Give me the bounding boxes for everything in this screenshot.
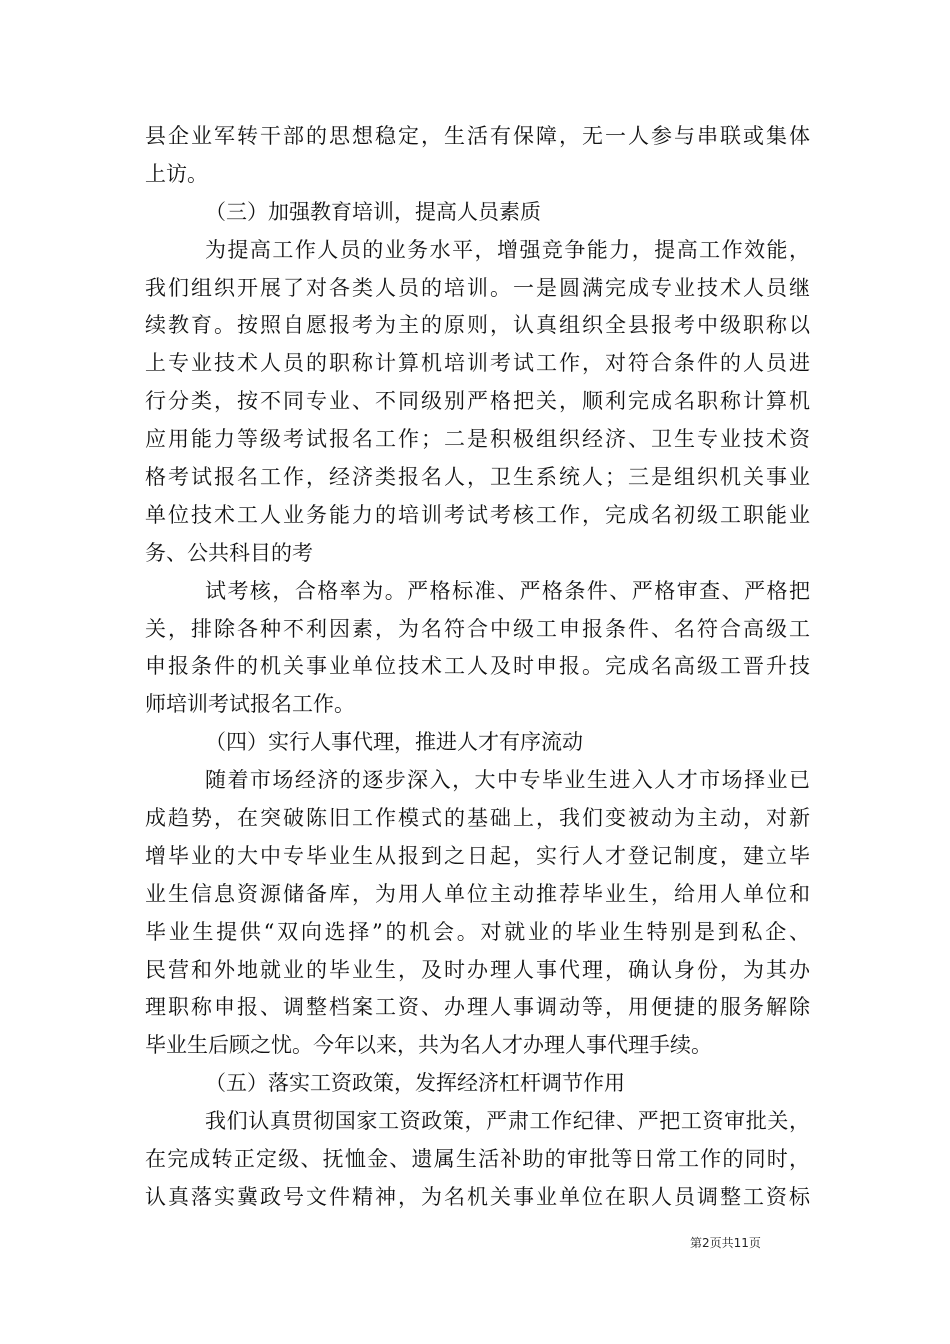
document-body xyxy=(145,118,810,1217)
text-line: （四）实行人事代理，推进人才有序流动 xyxy=(205,730,583,755)
page-number-footer: 第2页共11页 xyxy=(690,1236,761,1250)
text-line: 应用能力等级考试报名工作；二是积极组织经济、卫生专业技术资 xyxy=(145,427,810,452)
text-line: 在完成转正定级、抚恤金、遗属生活补助的审批等日常工作的同时， xyxy=(145,1147,810,1172)
text-line: 理职称申报、调整档案工资、办理人事调动等，用便捷的服务解除 xyxy=(145,995,810,1020)
text-line: 县企业军转干部的思想稳定，生活有保障，无一人参与串联或集体 xyxy=(145,124,810,148)
text-line: 关，排除各种不利因素，为名符合中级工申报条件、名符合高级工 xyxy=(145,616,810,641)
text-line: 行分类，按不同专业、不同级别严格把关，顺利完成名职称计算机 xyxy=(145,389,810,414)
text-line: 成趋势，在突破陈旧工作模式的基础上，我们变被动为主动，对新 xyxy=(145,806,810,831)
text-line: 务、公共科目的考 xyxy=(145,540,313,565)
text-line: 师培训考试报名工作。 xyxy=(145,692,355,717)
text-line: 我们认真贯彻国家工资政策，严肃工作纪律、严把工资审批关， xyxy=(205,1109,810,1134)
text-line: 增毕业的大中专毕业生从报到之日起，实行人才登记制度，建立毕 xyxy=(145,843,810,868)
text-line: 我们组织开展了对各类人员的培训。一是圆满完成专业技术人员继 xyxy=(145,275,810,300)
text-line: 毕业生提供“双向选择”的机会。对就业的毕业生特别是到私企、 xyxy=(145,919,810,944)
text-line: 续教育。按照自愿报考为主的原则，认真组织全县报考中级职称以 xyxy=(145,313,810,338)
text-line: 为提高工作人员的业务水平，增强竞争能力，提高工作效能， xyxy=(205,237,810,262)
text-line: 单位技术工人业务能力的培训考试考核工作，完成名初级工职能业 xyxy=(145,502,810,527)
text-line: 随着市场经济的逐步深入，大中专毕业生进入人才市场择业已 xyxy=(205,768,810,793)
text-line: 认真落实冀政号文件精神，为名机关事业单位在职人员调整工资标 xyxy=(145,1184,810,1209)
text-line: 毕业生后顾之忧。今年以来，共为名人才办理人事代理手续。 xyxy=(145,1033,712,1058)
text-line: 上访。 xyxy=(145,161,208,186)
text-line: （五）落实工资政策，发挥经济杠杆调节作用 xyxy=(205,1071,625,1096)
text-line: 试考核，合格率为。严格标准、严格条件、严格审查、严格把 xyxy=(205,578,810,603)
text-line: 上专业技术人员的职称计算机培训考试工作，对符合条件的人员进 xyxy=(145,351,810,376)
text-line: 业生信息资源储备库，为用人单位主动推荐毕业生，给用人单位和 xyxy=(145,881,810,906)
text-line: 民营和外地就业的毕业生，及时办理人事代理，确认身份，为其办 xyxy=(145,957,810,982)
text-line: 申报条件的机关事业单位技术工人及时申报。完成名高级工晋升技 xyxy=(145,654,810,679)
text-line: （三）加强教育培训，提高人员素质 xyxy=(205,199,541,224)
text-line: 格考试报名工作，经济类报名人，卫生系统人；三是组织机关事业 xyxy=(145,465,810,490)
